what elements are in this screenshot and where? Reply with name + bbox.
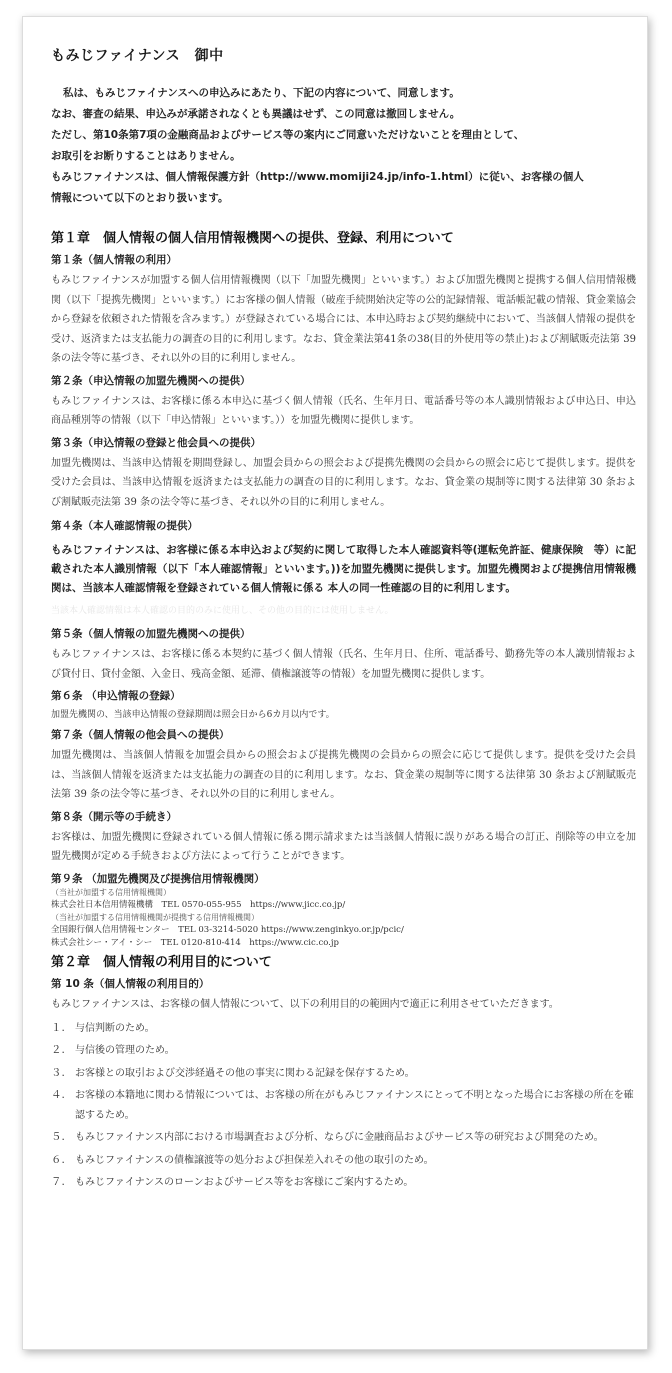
bureau-note: （当社が加盟する信用情報機関が提携する信用情報機関） [51,912,259,922]
article-4-heading: 第４条（本人確認情報の提供） [51,520,198,532]
article-9-heading: 第９条 （加盟先機関及び提携信用情報機関） [51,872,265,885]
article-2-body: もみじファイナンスは、お客様に係る本申込に基づく個人情報（氏名、生年月日、電話番号等の本人識別情報および申込日、申込商品種別等の情報（以下「申込情報」といいます。））を加盟先機関に提供します。 [51,395,636,426]
article-6-body: 加盟先機関の、当該申込情報の登録期間は照会日から6カ月以内です。 [51,710,335,720]
list-item [51,1128,636,1148]
list-item [51,1086,636,1125]
list-item-number: ５. [51,1131,65,1143]
list-item-text: お客様の本籍地に関わる情報については、お客様の所在がもみじファイナンスにとって不明となった場合にお客様の所在を確認するため。 [75,1090,634,1121]
article-1-body: もみじファイナンスが加盟する個人信用情報機関（以下「加盟先機関」といいます。）および加盟先機関と提携する個人信用情報機関（以下「提携先機関」といいます。）にお客様の個人情報（破産手続開始決定等の公的記録情報、電話帳記載の情報、貸金業協会から登録を依頼された情報を含みます。）が登録されている場合には、本申込時および契約継続中において、当該個人情報の提供を受け、返済または支払能力の調査の目的に利用します。なお、貸金業法第41条の38(目的外使用等の禁止)および割賦販売法第 39 条の法令等に基づき、それ以外の目的に利用しません。 [51,275,636,364]
article-4-faded-note: 当該本人確認情報は本人確認の目的のみに使用し、その他の目的には使用しません。 [51,606,394,616]
intro-line: 情報について以下のとおり扱います。 [51,192,229,204]
list-item-number: ６. [51,1153,65,1166]
list-item-number: ７. [51,1176,65,1188]
article-10-body: もみじファイナンスは、お客様の個人情報について、以下の利用目的の範囲内で適正に利用させていただきます。 [51,999,559,1010]
chapter-2-title: 第２章 個人情報の利用目的について [51,955,272,970]
list-item-text: お客様との取引および交渉経過その他の事実に関わる記録を保存するため。 [75,1067,415,1079]
intro-line: お取引をお断りすることはありません。 [51,150,241,162]
bureau-entry: 株式会社シー・アイ・シー TEL 0120-810-414 https://www.cic.co.jp [51,937,339,948]
credit-bureau-list [51,887,636,950]
intro-section [51,83,636,209]
list-item-text: もみじファイナンスの債権譲渡等の処分および担保差入れその他の取引のため。 [75,1154,434,1166]
list-item-number: １. [51,1021,65,1034]
list-item [51,1151,636,1171]
intro-line: ただし、第10条第7項の金融商品およびサービス等の案内にご同意いただけないことを理由として、 [51,129,525,141]
intro-line: 私は、もみじファイナンスへの申込みにあたり、下記の内容について、同意します。 [63,87,460,99]
purpose-list [51,1019,636,1193]
list-item-text: 与信後の管理のため。 [75,1045,175,1056]
document-title: もみじファイナンス 御中 [51,48,224,64]
list-item-text: もみじファイナンス内部における市場調査および分析、ならびに金融商品およびサービス等の研究および開発のため。 [75,1132,604,1143]
bureau-note: （当社が加盟する信用情報機関） [51,887,171,897]
document-frame [22,16,648,1350]
article-3-body: 加盟先機関は、当該申込情報を期間登録し、加盟会員からの照会および提携先機関の会員からの照会に応じて提供します。提供を受けた会員は、当該申込情報を返済または支払能力の調査の目的に利用します。なお、貸金業の規制等に関する法律第 30 条および割賦販売法第 39 条の法令等に基づき、それ以外の目的に利用しません。 [51,457,636,508]
intro-line: なお、審査の結果、申込みが承諾されなくとも異議はせず、この同意は撤回しません。 [51,108,461,120]
article-7-body: 加盟先機関は、当該個人情報を加盟会員からの照会および提携先機関の会員からの照会に応じて提供します。提供を受けた会員は、当該個人情報を返済または支払能力の調査の目的に利用します。なお、貸金業の規制等に関する法律第 30 条および割賦販売法第 39 条の法令等に基づき、それ以外の目的に利用しません。 [51,750,636,800]
article-8-body: お客様は、加盟先機関に登録されている個人情報に係る開示請求または当該個人情報に誤りがある場合の訂正、削除等の申立を加盟先機関が定める手続きおよび方法によって行うことができます。 [51,831,636,862]
list-item [51,1041,636,1061]
article-10-heading: 第 10 条（個人情報の利用目的） [51,978,210,990]
list-item [51,1019,636,1039]
list-item [51,1173,636,1193]
list-item-text: 与信判断のため。 [75,1022,155,1034]
list-item-number: ２. [51,1044,65,1056]
list-item-text: もみじファイナンスのローンおよびサービス等をお客様にご案内するため。 [75,1177,414,1188]
bureau-entry: 全国銀行個人信用情報センター TEL 03-3214-5020 https://www.zenginkyo.or.jp/pcic/ [51,925,404,935]
article-2-heading: 第２条（申込情報の加盟先機関への提供） [51,374,251,387]
article-6-heading: 第６条 （申込情報の登録） [51,690,181,702]
list-item-number: ３. [51,1066,65,1079]
article-7-heading: 第７条（個人情報の他会員への提供） [51,729,230,741]
article-3-heading: 第３条（申込情報の登録と他会員への提供） [51,436,261,449]
list-item-number: ４. [51,1089,65,1101]
article-8-heading: 第８条（開示等の手続き） [51,810,177,823]
article-4-body: もみじファイナンスは、お客様に係る本申込および契約に関して取得した本人確認資料等(運転免許証、健康保険 等）に記載された本人識別情報（以下「本人確認情報」といいます。))を加盟先機関に提供します。加盟先機関および提携信用情報機関は、当該本人確認情報を登録されている個人情報に係る 本人の同一性確認の目的に利用します。 [51,544,636,594]
intro-line: もみじファイナンスは、個人情報保護方針（http://www.momiji24.jp/info-1.html）に従い、お客様の個人 [51,171,584,183]
consent-document [51,45,636,1193]
article-5-heading: 第５条（個人情報の加盟先機関への提供） [51,628,251,640]
chapter-1-title: 第１章 個人情報の個人信用情報機関への提供、登録、利用について [51,231,454,246]
bureau-entry: 株式会社日本信用情報機構 TEL 0570-055-955 https://www.jicc.co.jp/ [51,900,346,910]
article-5-body: もみじファイナンスは、お客様に係る本契約に基づく個人情報（氏名、生年月日、住所、電話番号、勤務先等の本人識別情報および貸付日、貸付金額、入金日、残高金額、延滞、債権譲渡等の情報）を加盟先機関に提供します。 [51,649,636,680]
article-1-heading: 第１条（個人情報の利用） [51,254,177,266]
list-item [51,1064,636,1084]
